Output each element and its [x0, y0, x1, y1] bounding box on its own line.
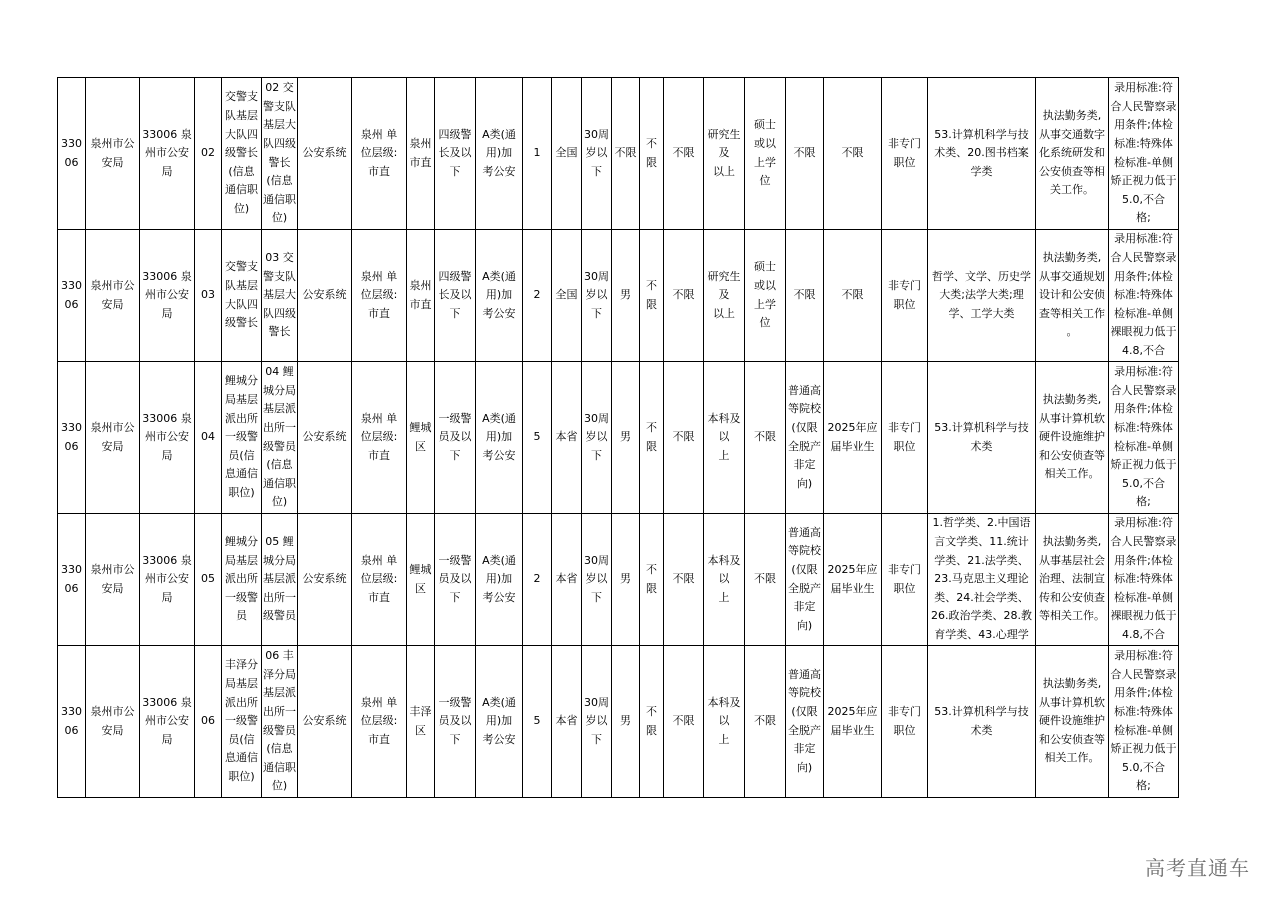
position-name-cell: 鲤城分 局基层 派出所 一级警 员	[222, 514, 262, 646]
rank-cell: 一级警 员及以 下	[435, 362, 476, 514]
quota-cell: 1	[523, 78, 552, 230]
employer-cell: 33006 泉 州市公安 局	[140, 514, 195, 646]
unit-code-cell: 330 06	[58, 646, 86, 798]
major-cell: 53.计算机科学与技 术类	[928, 362, 1036, 514]
unit-level-cell: 泉州 单 位层级: 市直	[352, 646, 407, 798]
employer-cell: 33006 泉 州市公安 局	[140, 362, 195, 514]
unit-name-cell: 泉州市公 安局	[86, 514, 140, 646]
graduate-cell: 2025年应 届毕业生	[824, 362, 882, 514]
employer-cell: 33006 泉 州市公安 局	[140, 78, 195, 230]
req-a-cell: 不 限	[640, 646, 664, 798]
unit-code-cell: 330 06	[58, 514, 86, 646]
req-a-cell: 不 限	[640, 514, 664, 646]
education-cell: 本科及以 上	[704, 514, 745, 646]
gender-cell: 男	[612, 514, 640, 646]
range-cell: 全国	[552, 78, 582, 230]
education-cell: 本科及以 上	[704, 646, 745, 798]
range-cell: 本省	[552, 646, 582, 798]
recruitment-table	[57, 77, 1179, 798]
age-cell: 30周 岁以 下	[582, 362, 612, 514]
duty-cell: 执法勤务类, 从事基层社会 治理、法制宣 传和公安侦查 等相关工作。	[1036, 514, 1109, 646]
position-code-cell: 03	[195, 230, 222, 362]
major-cell: 53.计算机科学与技 术类	[928, 646, 1036, 798]
exam-type-cell: A类(通 用)加 考公安	[476, 646, 523, 798]
position-type-cell: 非专门 职位	[882, 230, 928, 362]
education-cell: 研究生及 以上	[704, 230, 745, 362]
major-cell: 哲学、文学、历史学 大类;法学大类;理 学、工学大类	[928, 230, 1036, 362]
gender-cell: 男	[612, 646, 640, 798]
duty-cell: 执法勤务类, 从事交通数字 化系统研发和 公安侦查等相 关工作。	[1036, 78, 1109, 230]
position-type-cell: 非专门 职位	[882, 514, 928, 646]
rank-cell: 一级警 员及以 下	[435, 646, 476, 798]
table-row	[58, 514, 1179, 646]
note-cell: 录用标准:符 合人民警察录 用条件;体检 标准:特殊体 检标准-单侧 裸眼视力低于 4.8,不合	[1109, 514, 1179, 646]
graduate-cell: 2025年应 届毕业生	[824, 646, 882, 798]
quota-cell: 2	[523, 514, 552, 646]
position-code-cell: 02	[195, 78, 222, 230]
position-type-cell: 非专门 职位	[882, 78, 928, 230]
rank-cell: 四级警 长及以 下	[435, 230, 476, 362]
position-code-cell: 05	[195, 514, 222, 646]
unit-name-cell: 泉州市公 安局	[86, 362, 140, 514]
position-full-cell: 02 交 警支队 基层大 队四级 警长 (信息 通信职 位)	[262, 78, 298, 230]
range-cell: 全国	[552, 230, 582, 362]
degree-cell: 不限	[745, 514, 786, 646]
system-cell: 公安系统	[298, 230, 352, 362]
req-a-cell: 不 限	[640, 78, 664, 230]
degree-cell: 硕士 或以 上学 位	[745, 78, 786, 230]
exam-type-cell: A类(通 用)加 考公安	[476, 514, 523, 646]
gender-cell: 男	[612, 230, 640, 362]
exam-type-cell: A类(通 用)加 考公安	[476, 78, 523, 230]
major-cell: 1.哲学类、2.中国语 言文学类、11.统计 学类、21.法学类、 23.马克思主义理论 类、24.社会学类、 26.政治学类、28.教 育学类、43.心理学	[928, 514, 1036, 646]
req-a-cell: 不 限	[640, 230, 664, 362]
system-cell: 公安系统	[298, 514, 352, 646]
quota-cell: 5	[523, 362, 552, 514]
note-cell: 录用标准:符 合人民警察录 用条件;体检 标准:特殊体 检标准-单侧 矫正视力低于 5.0,不合 格;	[1109, 646, 1179, 798]
position-full-cell: 03 交 警支队 基层大 队四级 警长	[262, 230, 298, 362]
system-cell: 公安系统	[298, 78, 352, 230]
rank-cell: 一级警 员及以 下	[435, 514, 476, 646]
age-cell: 30周 岁以 下	[582, 514, 612, 646]
unit-name-cell: 泉州市公 安局	[86, 78, 140, 230]
graduate-cell: 2025年应 届毕业生	[824, 514, 882, 646]
unit-code-cell: 330 06	[58, 230, 86, 362]
school-cell: 普通高 等院校 (仅限 全脱产 非定 向)	[786, 646, 824, 798]
duty-cell: 执法勤务类, 从事计算机软 硬件设施维护 和公安侦查等 相关工作。	[1036, 362, 1109, 514]
unit-name-cell: 泉州市公 安局	[86, 646, 140, 798]
age-cell: 30周 岁以 下	[582, 78, 612, 230]
note-cell: 录用标准:符 合人民警察录 用条件;体检 标准:特殊体 检标准-单侧 矫正视力低于 5.0,不合 格;	[1109, 362, 1179, 514]
position-full-cell: 05 鲤 城分局 基层派 出所一 级警员	[262, 514, 298, 646]
unit-name-cell: 泉州市公 安局	[86, 230, 140, 362]
education-cell: 研究生及 以上	[704, 78, 745, 230]
education-cell: 本科及以 上	[704, 362, 745, 514]
req-b-cell: 不限	[664, 646, 704, 798]
major-cell: 53.计算机科学与技 术类、20.图书档案 学类	[928, 78, 1036, 230]
note-cell: 录用标准:符 合人民警察录 用条件;体检 标准:特殊体 检标准-单侧 矫正视力低于 5.0,不合 格;	[1109, 78, 1179, 230]
range-cell: 本省	[552, 362, 582, 514]
graduate-cell: 不限	[824, 230, 882, 362]
school-cell: 普通高 等院校 (仅限 全脱产 非定 向)	[786, 362, 824, 514]
position-code-cell: 06	[195, 646, 222, 798]
position-name-cell: 交警支 队基层 大队四 级警长	[222, 230, 262, 362]
age-cell: 30周 岁以 下	[582, 646, 612, 798]
employer-cell: 33006 泉 州市公安 局	[140, 646, 195, 798]
duty-cell: 执法勤务类, 从事交通规划 设计和公安侦 查等相关工作 。	[1036, 230, 1109, 362]
school-cell: 不限	[786, 230, 824, 362]
watermark: 高考直通车	[1145, 856, 1250, 880]
location-cell: 泉州 市直	[407, 78, 435, 230]
position-type-cell: 非专门 职位	[882, 362, 928, 514]
position-full-cell: 04 鲤 城分局 基层派 出所一 级警员 (信息 通信职 位)	[262, 362, 298, 514]
location-cell: 鲤城 区	[407, 362, 435, 514]
employer-cell: 33006 泉 州市公安 局	[140, 230, 195, 362]
degree-cell: 硕士 或以 上学 位	[745, 230, 786, 362]
unit-code-cell: 330 06	[58, 78, 86, 230]
position-code-cell: 04	[195, 362, 222, 514]
quota-cell: 5	[523, 646, 552, 798]
system-cell: 公安系统	[298, 646, 352, 798]
req-a-cell: 不 限	[640, 362, 664, 514]
unit-level-cell: 泉州 单 位层级: 市直	[352, 362, 407, 514]
position-name-cell: 鲤城分 局基层 派出所 一级警 员(信 息通信 职位)	[222, 362, 262, 514]
rank-cell: 四级警 长及以 下	[435, 78, 476, 230]
age-cell: 30周 岁以 下	[582, 230, 612, 362]
gender-cell: 不限	[612, 78, 640, 230]
req-b-cell: 不限	[664, 78, 704, 230]
location-cell: 鲤城 区	[407, 514, 435, 646]
unit-level-cell: 泉州 单 位层级: 市直	[352, 230, 407, 362]
position-name-cell: 丰泽分 局基层 派出所 一级警 员(信 息通信 职位)	[222, 646, 262, 798]
note-cell: 录用标准:符 合人民警察录 用条件;体检 标准:特殊体 检标准-单侧 裸眼视力低于 4.8,不合	[1109, 230, 1179, 362]
quota-cell: 2	[523, 230, 552, 362]
duty-cell: 执法勤务类, 从事计算机软 硬件设施维护 和公安侦查等 相关工作。	[1036, 646, 1109, 798]
unit-level-cell: 泉州 单 位层级: 市直	[352, 78, 407, 230]
degree-cell: 不限	[745, 362, 786, 514]
table-row	[58, 78, 1179, 230]
req-b-cell: 不限	[664, 514, 704, 646]
school-cell: 不限	[786, 78, 824, 230]
school-cell: 普通高 等院校 (仅限 全脱产 非定 向)	[786, 514, 824, 646]
exam-type-cell: A类(通 用)加 考公安	[476, 362, 523, 514]
range-cell: 本省	[552, 514, 582, 646]
system-cell: 公安系统	[298, 362, 352, 514]
graduate-cell: 不限	[824, 78, 882, 230]
position-type-cell: 非专门 职位	[882, 646, 928, 798]
location-cell: 丰泽 区	[407, 646, 435, 798]
position-full-cell: 06 丰 泽分局 基层派 出所一 级警员 (信息 通信职 位)	[262, 646, 298, 798]
unit-code-cell: 330 06	[58, 362, 86, 514]
gender-cell: 男	[612, 362, 640, 514]
table-row	[58, 362, 1179, 514]
req-b-cell: 不限	[664, 362, 704, 514]
degree-cell: 不限	[745, 646, 786, 798]
location-cell: 泉州 市直	[407, 230, 435, 362]
table-row	[58, 230, 1179, 362]
req-b-cell: 不限	[664, 230, 704, 362]
unit-level-cell: 泉州 单 位层级: 市直	[352, 514, 407, 646]
exam-type-cell: A类(通 用)加 考公安	[476, 230, 523, 362]
position-name-cell: 交警支 队基层 大队四 级警长 (信息 通信职 位)	[222, 78, 262, 230]
table-row	[58, 646, 1179, 798]
